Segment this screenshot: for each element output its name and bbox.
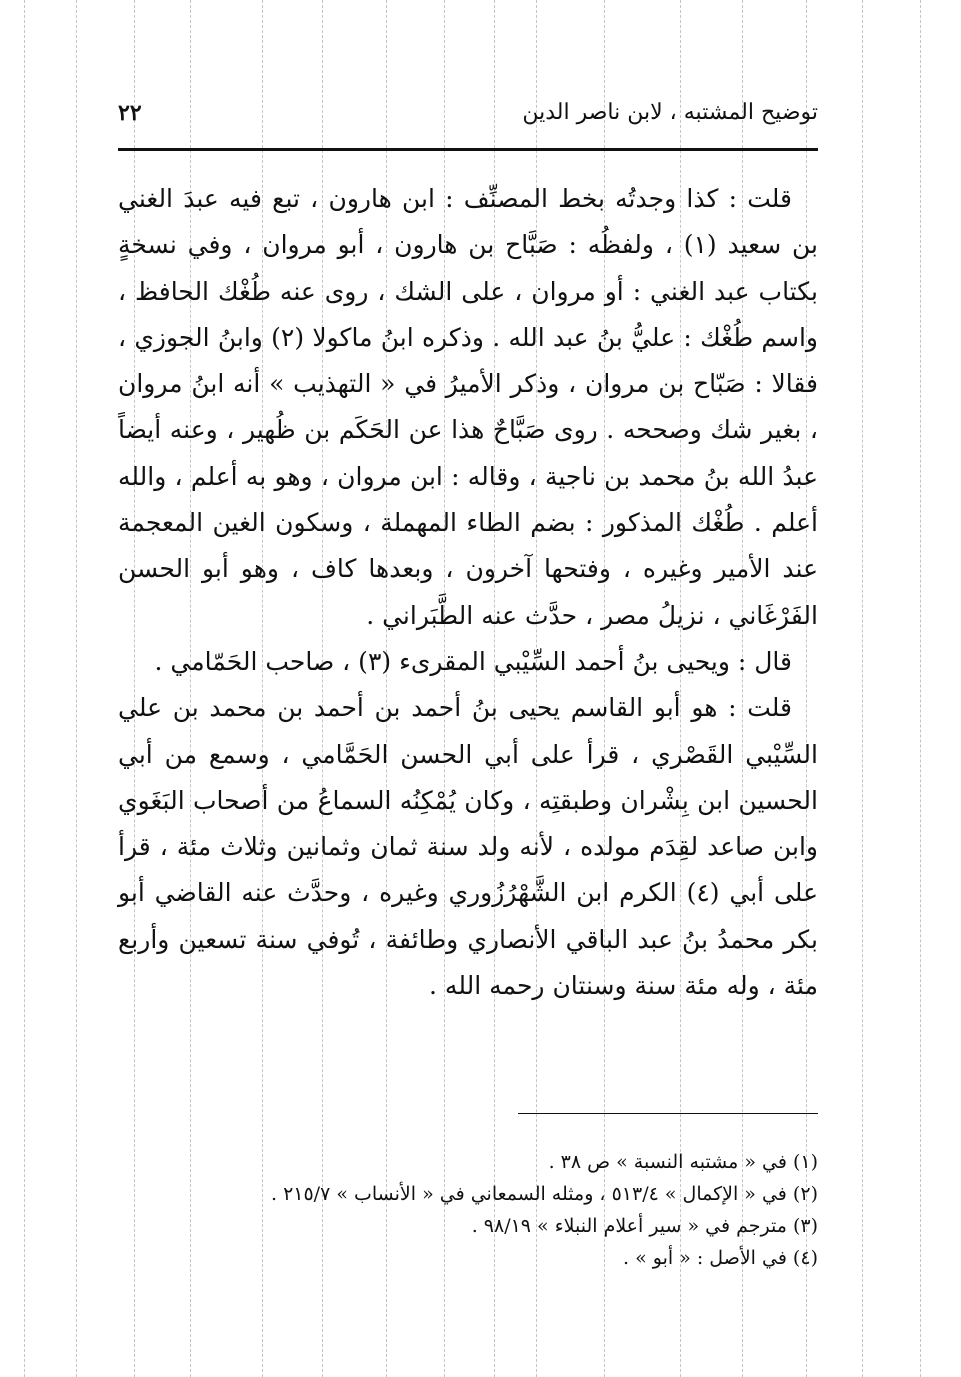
- scan-guide-line: [862, 0, 863, 1377]
- footnote: (٤) في الأصل : « أبو » .: [623, 1247, 818, 1269]
- footnote: (٢) في « الإكمال » ٥١٣/٤ ، ومثله السمعاني في « الأنساب » ٢١٥/٧ .: [270, 1183, 818, 1205]
- header-rule: [118, 148, 818, 151]
- paragraph: قلت : كذا وجدتُه بخط المصنِّف : ابن هارون ، تبع فيه عبدَ الغني بن سعيد (١) ، ولفظُه : صَبَّاح بن هارون ، أبو مروان ، وفي نسخةٍ بكتاب عبد الغني : أو مروان ، على الشك ، روى عنه طُغْك الحافظ ، واسم طُغْك : عليُّ بنُ عبد الله . وذكره ابنُ ماكولا (٢) وابنُ الجوزي ، فقالا : صَبّاح بن مروان ، وذكر الأميرُ في « التهذيب » أنه ابنُ مروان ، بغير شك وصححه . روى صَبَّاحٌ هذا عن الحَكَم بن ظُهير ، وعنه أيضاً عبدُ الله بنُ محمد بن ناجية ، وقاله : ابن مروان ، وهو به أعلم ، والله أعلم . طُغْك المذكور : بضم الطاء المهملة ، وسكون الغين المعجمة عند الأمير وغيره ، وفتحها آخرون ، وبعدها كاف ، وهو أبو الحسن الفَرْغَاني ، نزيلُ مصر ، حدَّث عنه الطَّبَراني .: [118, 184, 819, 630]
- running-title: توضيح المشتبه ، لابن ناصر الدين: [522, 100, 818, 125]
- running-head: [118, 100, 818, 144]
- footnote: (٣) مترجم في « سير أعلام النبلاء » ٩٨/١٩ .: [471, 1215, 818, 1237]
- paragraph: قال : ويحيى بنُ أحمد السِّيْبي المقرىء (٣) ، صاحب الحَمّامي .: [154, 646, 792, 676]
- paragraph: قلت : هو أبو القاسم يحيى بنُ أحمد بن أحمد بن محمد بن علي السِّيْبي القَصْري ، قرأ على أبي الحسن الحَمَّامي ، وسمع من أبي الحسين ابن بِشْران وطبقتِه ، وكان يُمْكِنُه السماعُ من أصحاب البَغَوي وابن صاعد لقِدَم مولده ، لأنه ولد سنة ثمان وثمانين وثلاث مئة ، قرأ على أبي (٤) الكرم ابن الشَّهْرُزُوري وغيره ، وحدَّث عنه القاضي أبو بكر محمدُ بنُ عبد الباقي الأنصاري وطائفة ، تُوفي سنة تسعين وأربع مئة ، وله مئة سنة وسنتان رحمه الله .: [118, 693, 819, 1001]
- page-number: ٢٢: [118, 100, 142, 126]
- main-text: [118, 176, 818, 1009]
- scan-guide-line: [24, 0, 25, 1377]
- scan-guide-line: [76, 0, 77, 1377]
- footnote-rule: [518, 1113, 818, 1114]
- footnote: (١) في « مشتبه النسبة » ص ٣٨ .: [548, 1151, 818, 1173]
- footnotes: [118, 1146, 818, 1274]
- scan-guide-line: [920, 0, 921, 1377]
